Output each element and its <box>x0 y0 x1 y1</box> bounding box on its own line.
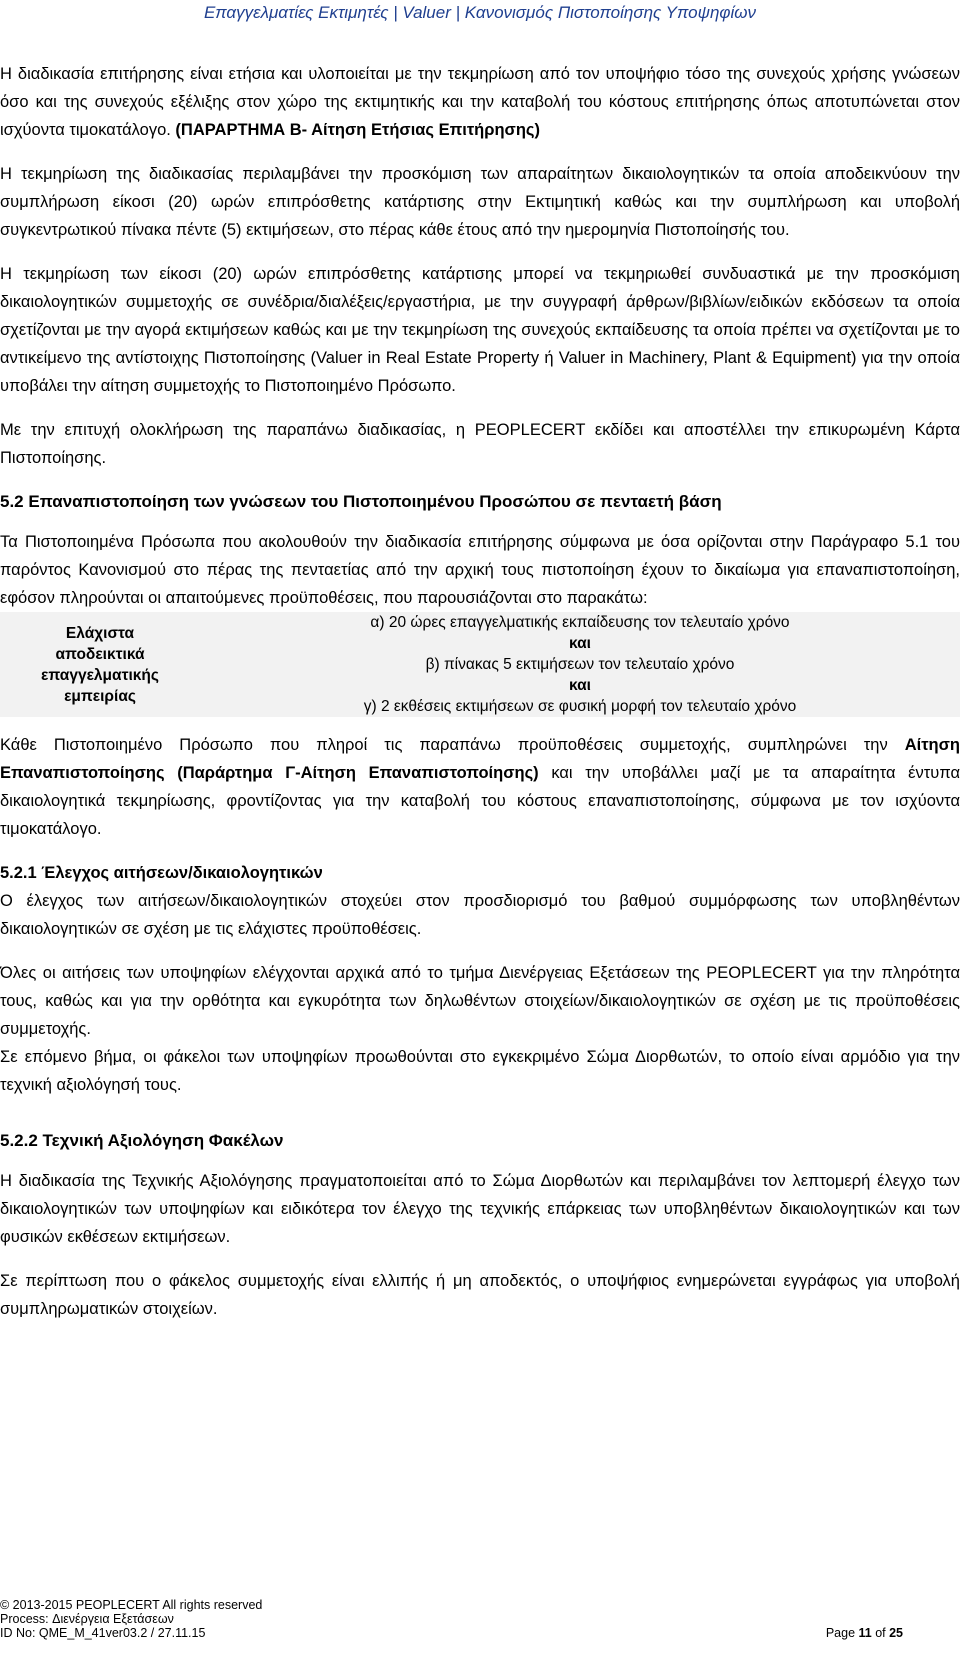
paragraph-surveillance <box>0 60 960 144</box>
requirements-label-line: Ελάχιστα <box>65 624 135 642</box>
header-separator: | <box>450 3 465 22</box>
requirement-connector: και <box>569 635 591 652</box>
paragraph-recertification: Τα Πιστοποιημένα Πρόσωπα που ακολουθούν την διαδικασία επιτήρησης σύμφωνα με όσα ορίζονται στην Παράγραφο 5.1 του παρόντος Κανονισμού στο πέρας της πενταετίας από την αρχική τους πιστοποίηση έχουν το δικαίωμα για επαναπιστοποίηση, εφόσον πληρούνται οι απαιτούμενες προϋποθέσεις, που παρουσιάζονται στο παρακάτω: <box>0 533 960 607</box>
requirements-label-line: εμπειρίας <box>64 687 136 705</box>
annex-c-reference: Αίτηση Επαναπιστοποίησης (Παράρτημα Γ-Αίτηση Επαναπιστοποίησης) <box>0 736 960 782</box>
paragraph-recert-application <box>0 731 960 843</box>
footer-copyright: © 2013-2015 PEOPLECERT All rights reserved <box>0 1598 263 1612</box>
paragraph-training-hours: Η τεκμηρίωση των είκοσι (20) ωρών επιπρόσθετης κατάρτισης μπορεί να τεκμηριωθεί συνδυαστικά με την προσκόμιση δικαιολογητικών συμμετοχής σε συνέδρια/διαλέξεις/εργαστήρια, με την συγγραφή άρθρων/βιβλίων/ειδικών εκδόσεων τα οποία σχετίζονται με την αγορά εκτιμήσεων καθώς και με την τεκμηρίωση της συνεχούς εκπαίδευσης τα οποία πρέπει να σχετίζονται με το αντικείμενο της αντίστοιχης Πιστοποίησης (Valuer in Real Estate Property ή Valuer in Machinery, Plant & Equipment) για την οποία υποβάλει την αίτηση συμμετοχής το Πιστοποιημένο Πρόσωπο. <box>0 265 960 395</box>
requirements-label-cell <box>0 612 200 717</box>
page-label: Page <box>825 1626 859 1640</box>
page-total: 25 <box>889 1626 903 1640</box>
footer-process: Process: Διενέργεια Εξετάσεων <box>0 1612 174 1626</box>
page-number <box>826 1626 903 1640</box>
paragraph-text: Η διαδικασία επιτήρησης είναι ετήσια και υλοποιείται με την τεκμηρίωση από τον υποψήφιο τόσο της συνεχούς χρήσης γνώσεων όσο και της συνεχούς εξέλιξης στον χώρο της εκτιμητικής και την καταβολή του κόστους επιτήρησης όπως αποτυπώνεται στον ισχύοντα τιμοκατάλογο. <box>0 65 960 139</box>
section-heading-5-2: 5.2 Επαναπιστοποίηση των γνώσεων του Πιστοποιημένου Προσώπου σε πενταετή βάση <box>0 492 722 511</box>
paragraph-text: και την υποβάλλει μαζί με τα απαραίτητα έντυπα δικαιολογητικά τεκμηρίωσης, φροντίζοντας για την καταβολή του κόστους επαναπιστοποίησης, σύμφωνα με τον ισχύοντα τιμοκατάλογο. <box>0 764 960 838</box>
page-of: of <box>871 1626 890 1640</box>
requirement-item: β) πίνακας 5 εκτιμήσεων τον τελευταίο χρόνο <box>425 656 735 673</box>
document-body <box>0 60 960 1339</box>
paragraph-text: Κάθε Πιστοποιημένο Πρόσωπο που πληροί τις παραπάνω προϋποθέσεις συμμετοχής, συμπληρώνει την <box>0 736 905 754</box>
requirement-connector: και <box>569 677 591 694</box>
annex-b-reference: (ΠΑΡΑΡΤΗΜΑ Β- Αίτηση Ετήσιας Επιτήρησης) <box>175 121 540 139</box>
paragraph-incomplete-file: Σε περίπτωση που ο φάκελος συμμετοχής είναι ελλιπής ή μη αποδεκτός, ο υποψήφιος ενημερώνεται εγγράφως για υποβολή συμπληρωματικών στοιχείων. <box>0 1272 960 1318</box>
header-role: Valuer <box>402 3 451 22</box>
page-header <box>0 0 960 23</box>
header-doc-title: Κανονισμός Πιστοποίησης Υποψηφίων <box>464 3 757 22</box>
requirements-list-cell <box>200 612 960 717</box>
page-current: 11 <box>858 1626 872 1640</box>
requirements-table <box>0 612 960 717</box>
paragraph-card-issue: Με την επιτυχή ολοκλήρωση της παραπάνω διαδικασίας, η PEOPLECERT εκδίδει και αποστέλλει την επικυρωμένη Κάρτα Πιστοποίησης. <box>0 421 960 467</box>
paragraph-exam-department: Όλες οι αιτήσεις των υποψηφίων ελέγχονται αρχικά από το τμήμα Διενέργειας Εξετάσεων της PEOPLECERT για την πληρότητα τους, καθώς και για την ορθότητα και εγκυρότητα των δηλωθέντων στοιχείων/δικαιολογητικών σε σχέση με τις προϋποθέσεις συμμετοχής. <box>0 964 960 1038</box>
page-footer <box>0 1598 960 1640</box>
paragraph-documentation: Η τεκμηρίωση της διαδικασίας περιλαμβάνει την προσκόμιση των απαραίτητων δικαιολογητικών τα οποία αποδεικνύουν την συμπλήρωση είκοσι (20) ωρών επιπρόσθετης κατάρτισης στην Εκτιμητική καθώς και την συμπλήρωση και υποβολή συγκεντρωτικού πίνακα πέντε (5) εκτιμήσεων, στο πέρας κάθε έτους από την ημερομηνία Πιστοποίησής του. <box>0 165 960 239</box>
requirement-item: α) 20 ώρες επαγγελματικής εκπαίδευσης τον τελευταίο χρόνο <box>370 614 790 631</box>
paragraph-next-step: Σε επόμενο βήμα, οι φάκελοι των υποψηφίων προωθούνται στο εγκεκριμένο Σώμα Διορθωτών, το οποίο είναι αρμόδιο για την τεχνική αξιολόγησή τους. <box>0 1048 960 1094</box>
header-separator: | <box>388 3 403 22</box>
requirements-label-line: αποδεικτικά <box>55 645 145 663</box>
section-heading-5-2-2: 5.2.2 Τεχνική Αξιολόγηση Φακέλων <box>0 1131 284 1150</box>
paragraph-technical-evaluation: Η διαδικασία της Τεχνικής Αξιολόγησης πραγματοποιείται από το Σώμα Διορθωτών και περιλαμβάνει τον λεπτομερή έλεγχο των δικαιολογητικών των υποψηφίων και ειδικότερα τον έλεγχο της τεχνικής επάρκειας των υποβληθέντων δικαιολογητικών και των φυσικών εκθέσεων εκτιμήσεων. <box>0 1172 960 1246</box>
section-heading-5-2-1: 5.2.1 Έλεγχος αιτήσεων/δικαιολογητικών <box>0 864 323 882</box>
header-org: Επαγγελματίες Εκτιμητές <box>203 3 389 22</box>
paragraph-application-check: Ο έλεγχος των αιτήσεων/δικαιολογητικών στοχεύει στον προσδιορισμό του βαθμού συμμόρφωσης των υποβληθέντων δικαιολογητικών σε σχέση με τις ελάχιστες προϋποθέσεις. <box>0 892 960 938</box>
requirement-item: γ) 2 εκθέσεις εκτιμήσεων σε φυσική μορφή τον τελευταίο χρόνο <box>363 698 797 715</box>
requirements-label-line: επαγγελματικής <box>41 666 159 684</box>
footer-document-id: ID No: QME_M_41ver03.2 / 27.11.15 <box>0 1626 206 1640</box>
